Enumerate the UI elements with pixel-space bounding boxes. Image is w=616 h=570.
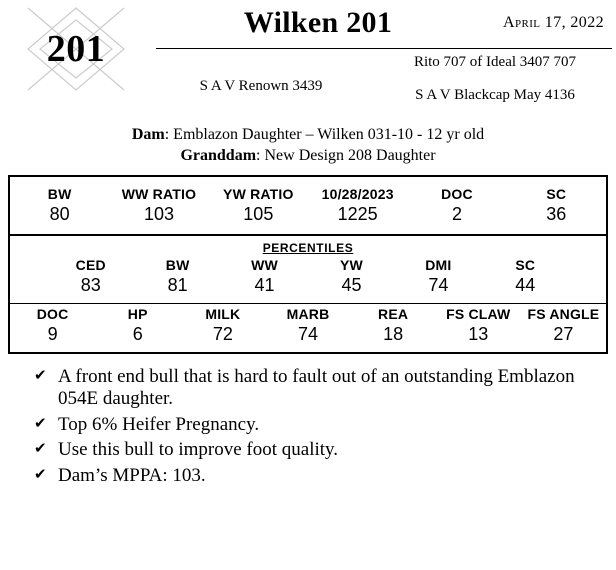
pct-cell-hp bbox=[95, 306, 180, 345]
epd-cell-ww-ratio bbox=[109, 186, 208, 225]
check-icon: ✔ bbox=[34, 464, 47, 483]
note-text: Top 6% Heifer Pregnancy. bbox=[58, 413, 260, 435]
sale-date: April 17, 2022 bbox=[503, 14, 604, 31]
epd-header: BW bbox=[165, 257, 190, 273]
note-text: A front end bull that is hard to fault out of an outstanding Emblazon 054E daughter. bbox=[58, 366, 575, 410]
pct-cell-doc bbox=[10, 306, 95, 345]
dam-label: Dam bbox=[131, 126, 165, 143]
epd-value: 9 bbox=[47, 324, 58, 344]
pct-cell-ww bbox=[221, 257, 308, 296]
pct-cell-yw bbox=[308, 257, 395, 296]
title-divider bbox=[156, 48, 612, 49]
epd-header: CED bbox=[75, 257, 106, 273]
pct-cell-rea bbox=[351, 306, 436, 345]
epd-value: 80 bbox=[49, 204, 70, 224]
header bbox=[8, 4, 608, 124]
lot-badge bbox=[14, 6, 138, 92]
lot-number: 201 bbox=[46, 28, 106, 70]
pct-cell-dmi bbox=[395, 257, 482, 296]
epd-header: DOC bbox=[36, 306, 69, 322]
percentiles-title: PERCENTILES bbox=[262, 241, 354, 255]
epd-row-percentiles-2 bbox=[10, 304, 606, 352]
epd-value: 83 bbox=[80, 275, 101, 295]
maternal-pedigree-block bbox=[374, 54, 616, 104]
pct-cell-marb bbox=[265, 306, 350, 345]
epd-header: BW bbox=[47, 186, 72, 202]
epd-header: YW bbox=[339, 257, 363, 273]
epd-header: MARB bbox=[286, 306, 330, 322]
epd-value: 81 bbox=[167, 275, 188, 295]
epd-header: WW bbox=[251, 257, 278, 273]
epd-header: SC bbox=[515, 257, 536, 273]
epd-value: 103 bbox=[143, 204, 175, 224]
list-item bbox=[34, 439, 608, 461]
epd-header: MILK bbox=[205, 306, 241, 322]
epd-cell-doc bbox=[407, 186, 506, 225]
epd-row-performance bbox=[10, 177, 606, 234]
epd-value: 2 bbox=[451, 204, 462, 224]
epd-value: 74 bbox=[428, 275, 449, 295]
epd-value: 41 bbox=[254, 275, 275, 295]
epd-header: FS CLAW bbox=[446, 306, 511, 322]
list-item bbox=[34, 366, 608, 411]
pct-cell-sc bbox=[482, 257, 569, 296]
check-icon: ✔ bbox=[34, 439, 47, 458]
row-spacer bbox=[569, 257, 606, 296]
granddam-line bbox=[8, 147, 608, 165]
notes-list bbox=[8, 366, 608, 487]
epd-header: 10/28/2023 bbox=[321, 186, 394, 202]
epd-header: DMI bbox=[425, 257, 452, 273]
pct-cell-fs-angle bbox=[521, 306, 606, 345]
row-spacer bbox=[10, 257, 47, 296]
epd-value: 1225 bbox=[337, 204, 378, 224]
check-icon: ✔ bbox=[34, 366, 47, 384]
pct-cell-milk bbox=[180, 306, 265, 345]
note-text: Use this bull to improve foot quality. bbox=[58, 439, 339, 461]
epd-value: 27 bbox=[553, 324, 574, 344]
check-icon: ✔ bbox=[34, 413, 47, 432]
epd-header: DOC bbox=[441, 186, 473, 202]
pct-cell-ced bbox=[47, 257, 134, 296]
dam-line bbox=[8, 126, 608, 144]
maternal-grandsire: Rito 707 of Ideal 3407 707 bbox=[413, 54, 577, 70]
sire-name: S A V Renown 3439 bbox=[199, 78, 323, 94]
epd-header: SC bbox=[546, 186, 567, 202]
epd-value: 36 bbox=[546, 204, 567, 224]
epd-value: 13 bbox=[468, 324, 489, 344]
epd-cell-bw bbox=[10, 186, 109, 225]
epd-cell-yw-ratio bbox=[209, 186, 308, 225]
epd-cell-sc bbox=[507, 186, 606, 225]
maternal-granddam-sire: S A V Blackcap May 4136 bbox=[415, 87, 575, 103]
epd-header: WW RATIO bbox=[121, 186, 197, 202]
epd-value: 18 bbox=[383, 324, 404, 344]
epd-value: 44 bbox=[515, 275, 536, 295]
epd-value: 74 bbox=[297, 324, 318, 344]
epd-header: FS ANGLE bbox=[527, 306, 600, 322]
epd-cell-weigh-date bbox=[308, 186, 407, 225]
granddam-value: : New Design 208 Daughter bbox=[256, 147, 436, 164]
page-title: Wilken 201 bbox=[243, 6, 393, 39]
dam-value: : Emblazon Daughter – Wilken 031-10 - 12 yr old bbox=[164, 126, 485, 143]
epd-header: HP bbox=[127, 306, 148, 322]
epd-row-percentiles-1 bbox=[10, 255, 606, 303]
pct-cell-fs-claw bbox=[436, 306, 521, 345]
epd-value: 45 bbox=[341, 275, 362, 295]
note-text: Dam’s MPPA: 103. bbox=[58, 464, 206, 486]
sire-block bbox=[158, 56, 364, 95]
list-item bbox=[34, 414, 608, 436]
epd-value: 6 bbox=[132, 324, 143, 344]
epd-header: REA bbox=[378, 306, 409, 322]
granddam-label: Granddam bbox=[180, 147, 257, 164]
pct-cell-bw bbox=[134, 257, 221, 296]
epd-table bbox=[8, 175, 608, 354]
epd-value: 72 bbox=[212, 324, 233, 344]
list-item bbox=[34, 465, 608, 487]
epd-header: YW RATIO bbox=[223, 186, 294, 202]
epd-value: 105 bbox=[243, 204, 274, 224]
